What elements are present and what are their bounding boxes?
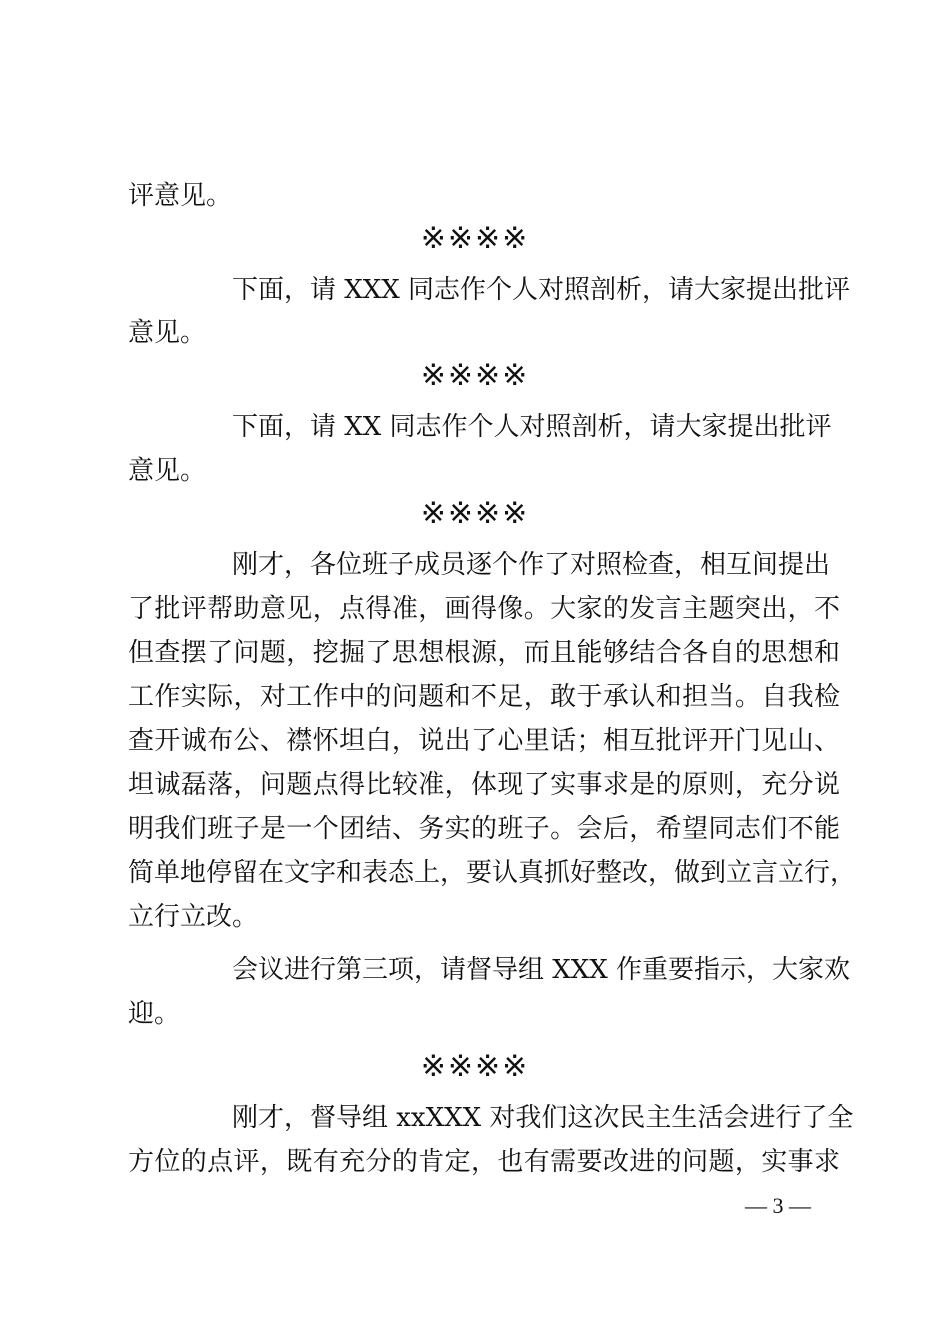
text-line: 查开诚布公、襟怀坦白，说出了心里话；相互批评开门见山、 bbox=[128, 726, 840, 756]
text-line: 评意见。 bbox=[128, 181, 233, 211]
text-line: 意见。 bbox=[128, 456, 207, 486]
text-line: 方位的点评，既有充分的肯定，也有需要改进的问题，实事求 bbox=[128, 1147, 840, 1177]
text-line: 意见。 bbox=[128, 318, 207, 348]
text-line: 工作实际，对工作中的问题和不足，敢于承认和担当。自我检 bbox=[128, 682, 840, 712]
section-separator: ※※※※ bbox=[420, 496, 530, 531]
text-line: 刚才，督导组 xxXXX 对我们这次民主生活会进行了全 bbox=[232, 1103, 854, 1133]
page-number: — 3 — bbox=[745, 1193, 811, 1218]
text-line: 会议进行第三项，请督导组 XXX 作重要指示，大家欢 bbox=[232, 955, 851, 985]
section-separator: ※※※※ bbox=[420, 358, 530, 393]
section-separator: ※※※※ bbox=[420, 1049, 530, 1084]
text-line: 简单地停留在文字和表态上，要认真抓好整改，做到立言立行， bbox=[128, 858, 857, 888]
section-separator: ※※※※ bbox=[420, 221, 530, 256]
text-line: 但查摆了问题，挖掘了思想根源，而且能够结合各自的思想和 bbox=[128, 638, 840, 668]
text-line: 迎。 bbox=[128, 999, 181, 1029]
text-line: 坦诚磊落，问题点得比较准，体现了实事求是的原则，充分说 bbox=[128, 770, 840, 800]
text-line: 刚才，各位班子成员逐个作了对照检查，相互间提出 bbox=[232, 550, 831, 580]
text-line: 下面，请 XX 同志作个人对照剖析，请大家提出批评 bbox=[232, 412, 832, 442]
text-line: 了批评帮助意见，点得准，画得像。大家的发言主题突出，不 bbox=[128, 594, 840, 624]
text-line: 明我们班子是一个团结、务实的班子。会后，希望同志们不能 bbox=[128, 814, 840, 844]
text-line: 下面，请 XXX 同志作个人对照剖析，请大家提出批评 bbox=[232, 275, 851, 305]
text-line: 立行立改。 bbox=[128, 902, 259, 932]
